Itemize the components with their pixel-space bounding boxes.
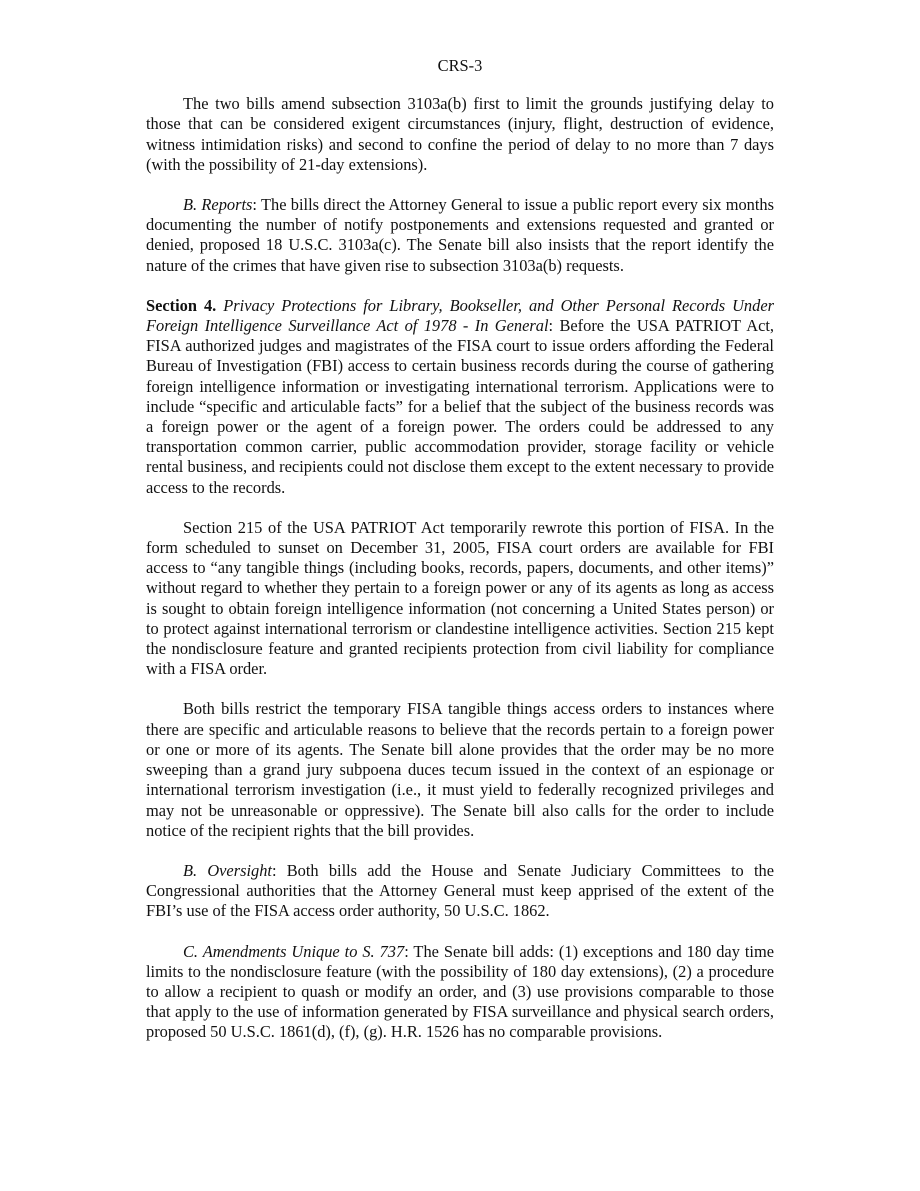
paragraph-delay-grounds <box>146 94 774 175</box>
section-title: Privacy Protections for Library, Bookseller, and Other Personal Records Under Foreign Intelligence Surveillance Act of 1978 - In General <box>146 295 774 336</box>
paragraph-text: : Before the USA PATRIOT Act, FISA authorized judges and magistrates of the FISA court to issue orders affording the Federal Bureau of Investigation (FBI) access to certain business records during the course of gathering foreign intelligence information or investigating international terrorism. Applications were to include “specific and articulable facts” for a belief that the subject of the business records was a foreign power or the agent of a foreign power. The orders could be addressed to any transportation common carrier, public accommodation provider, storage facility or vehicle rental business, and recipients could not disclose them except to the extent necessary to provide access to the records. <box>146 316 774 497</box>
paragraph-text: : The Senate bill adds: (1) exceptions and 180 day time limits to the nondisclosure feature (with the possibility of 180 day extensions), (2) a procedure to allow a recipient to quash or modify an order, and (3) use provisions comparable to those that apply to the use of information generated by FISA surveillance and physical search orders, proposed 50 U.S.C. 1861(d), (f), (g). H.R. 1526 has no comparable provisions. <box>146 941 774 1042</box>
paragraph-lead-amendments: C. Amendments Unique to S. 737 <box>183 941 405 961</box>
paragraph-both-bills-restrict <box>146 699 774 840</box>
section-number: Section 4. <box>146 295 217 315</box>
document-page <box>146 56 774 1063</box>
paragraph-text: Both bills restrict the temporary FISA tangible things access orders to instances where there are specific and articulable reasons to believe that the records pertain to a foreign power or one or more of its agents. The Senate bill alone provides that the order may be no more sweeping than a grand jury subpoena duces tecum issued in the context of an espionage or international terrorism investigation (i.e., it must yield to federally recognized privileges and may not be unreasonable or oppressive). The Senate bill also calls for the order to include notice of the recipient rights that the bill provides. <box>146 699 774 840</box>
paragraph-text: The two bills amend subsection 3103a(b) first to limit the grounds justifying delay to those that can be considered exigent circumstances (injury, flight, destruction of evidence, witness intimidation risks) and second to confine the period of delay to no more than 7 days (with the possibility of 21-day extensions). <box>146 94 774 174</box>
paragraph-oversight <box>146 861 774 922</box>
paragraph-text: : Both bills add the House and Senate Judiciary Committees to the Congressional authorities that the Attorney General must keep apprised of the extent of the FBI’s use of the FISA access order authority, 50 U.S.C. 1862. <box>146 860 774 921</box>
paragraph-lead-oversight: B. Oversight <box>183 860 272 880</box>
paragraph-text: : The bills direct the Attorney General to issue a public report every six months documenting the number of notify postponements and extensions requested and granted or denied, proposed 18 U.S.C. 3103a(c). The Senate bill also insists that the report identify the nature of the crimes that have given rise to subsection 3103a(b) requests. <box>146 195 775 275</box>
paragraph-section-215 <box>146 518 774 680</box>
page-header: CRS-3 <box>437 56 483 75</box>
paragraph-lead-reports: B. Reports <box>183 195 253 215</box>
paragraph-amendments-s737 <box>146 942 774 1043</box>
paragraph-text: Section 215 of the USA PATRIOT Act temporarily rewrote this portion of FISA. In the form scheduled to sunset on December 31, 2005, FISA court orders are available for FBI access to “any tangible things (including books, records, papers, documents, and other items)” without regard to whether they pertain to a foreign power or any of its agents as long as access is sought to obtain foreign intelligence information (not concerning a United States person) or to protect against international terrorism or clandestine intelligence activities. Section 215 kept the nondisclosure feature and granted recipients protection from civil liability for compliance with a FISA order. <box>146 517 774 679</box>
paragraph-section-4 <box>146 296 774 498</box>
paragraph-reports <box>146 195 774 276</box>
